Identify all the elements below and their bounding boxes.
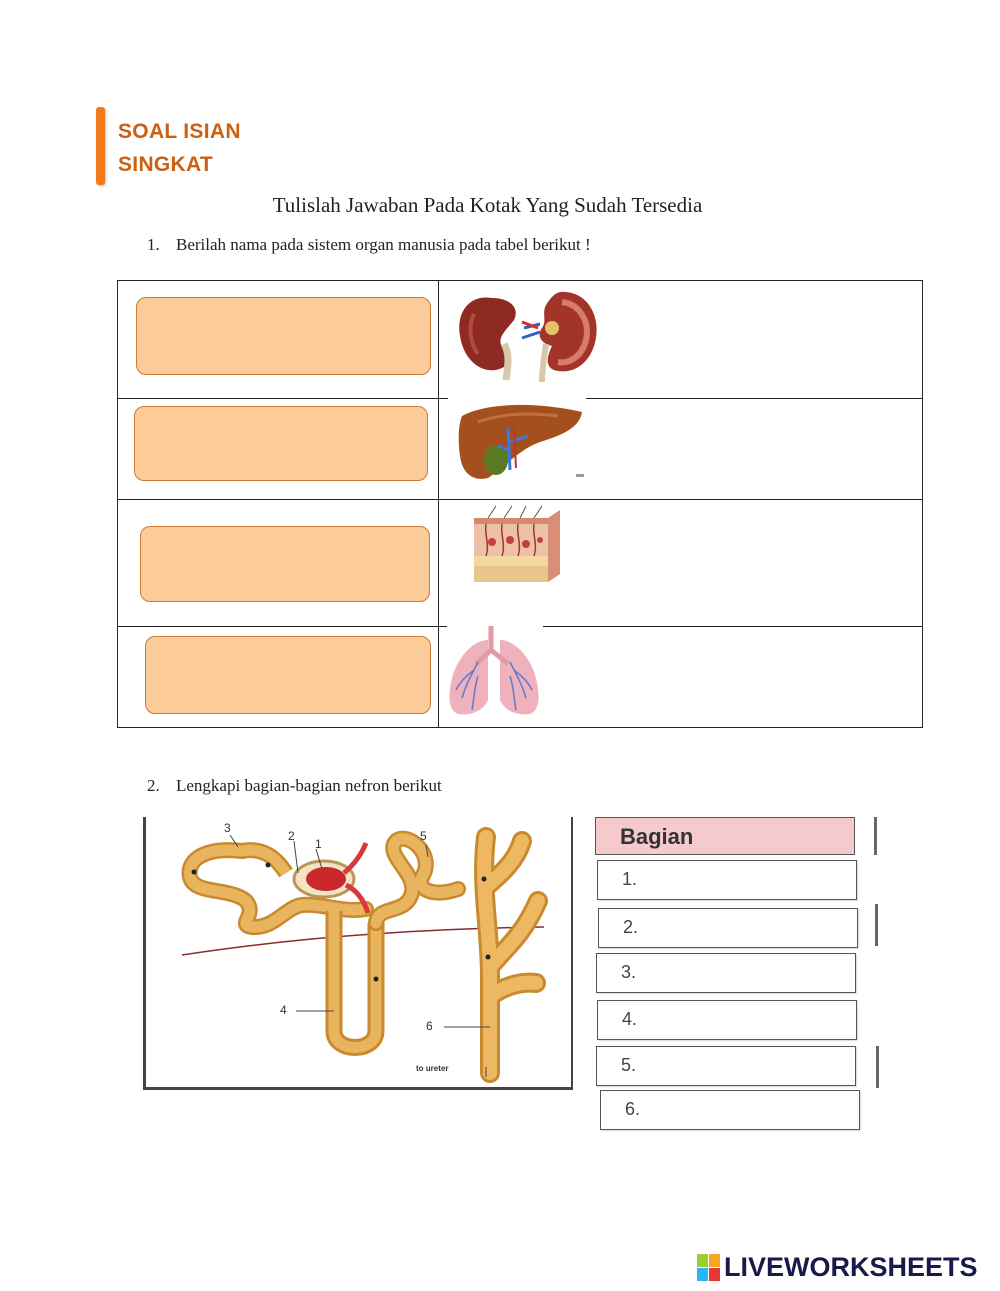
- answer-box-4[interactable]: [145, 636, 431, 714]
- answer-box-1[interactable]: [136, 297, 431, 375]
- organ-table-row-line: [117, 626, 447, 627]
- organ-table-row-line: [543, 626, 923, 627]
- nephron-label-1: 1: [315, 837, 322, 851]
- organ-table-divider: [438, 280, 439, 728]
- bagian-header: Bagian: [595, 817, 855, 855]
- answer-box-2[interactable]: [134, 406, 428, 481]
- bagian-row-2[interactable]: 2.: [598, 908, 858, 948]
- nephron-label-3: 3: [224, 821, 231, 835]
- organ-table-row-line: [585, 398, 923, 399]
- nephron-ureter-label: to ureter: [416, 1064, 449, 1073]
- answer-box-3[interactable]: [140, 526, 430, 602]
- liveworksheets-logo-icon: [697, 1254, 721, 1282]
- nephron-label-5: 5: [420, 829, 427, 843]
- liveworksheets-brand: LIVEWORKSHEETS: [724, 1252, 978, 1282]
- bagian-side-line: [875, 904, 878, 946]
- liver-icon: [448, 398, 586, 482]
- bagian-row-6[interactable]: 6.: [600, 1090, 860, 1130]
- nephron-diagram: [146, 817, 570, 1085]
- header-title-line2: SINGKAT: [118, 153, 214, 176]
- question-2-number: 2.: [147, 776, 160, 795]
- header-accent-bar: [96, 107, 105, 185]
- question-2-text: Lengkapi bagian-bagian nefron berikut: [176, 776, 442, 795]
- bagian-side-line: [874, 817, 877, 855]
- skin-icon: [468, 504, 564, 592]
- bagian-side-line: [876, 1046, 879, 1088]
- question-1: [147, 235, 591, 255]
- question-2: [147, 776, 442, 796]
- bagian-row-4[interactable]: 4.: [597, 1000, 857, 1040]
- instruction-text: Tulislah Jawaban Pada Kotak Yang Sudah Tersedia: [272, 193, 703, 217]
- header-title-line1: SOAL ISIAN: [118, 120, 241, 143]
- organ-table-row-line: [117, 499, 923, 500]
- bagian-row-3[interactable]: 3.: [596, 953, 856, 993]
- kidney-icon: [452, 284, 602, 384]
- bagian-row-5[interactable]: 5.: [596, 1046, 856, 1086]
- nephron-label-4: 4: [280, 1003, 287, 1017]
- question-1-number: 1.: [147, 235, 160, 254]
- question-1-text: Berilah nama pada sistem organ manusia pada tabel berikut !: [176, 235, 591, 254]
- nephron-label-2: 2: [288, 829, 295, 843]
- lungs-icon: [444, 626, 544, 718]
- nephron-label-6: 6: [426, 1019, 433, 1033]
- bagian-row-1[interactable]: 1.: [597, 860, 857, 900]
